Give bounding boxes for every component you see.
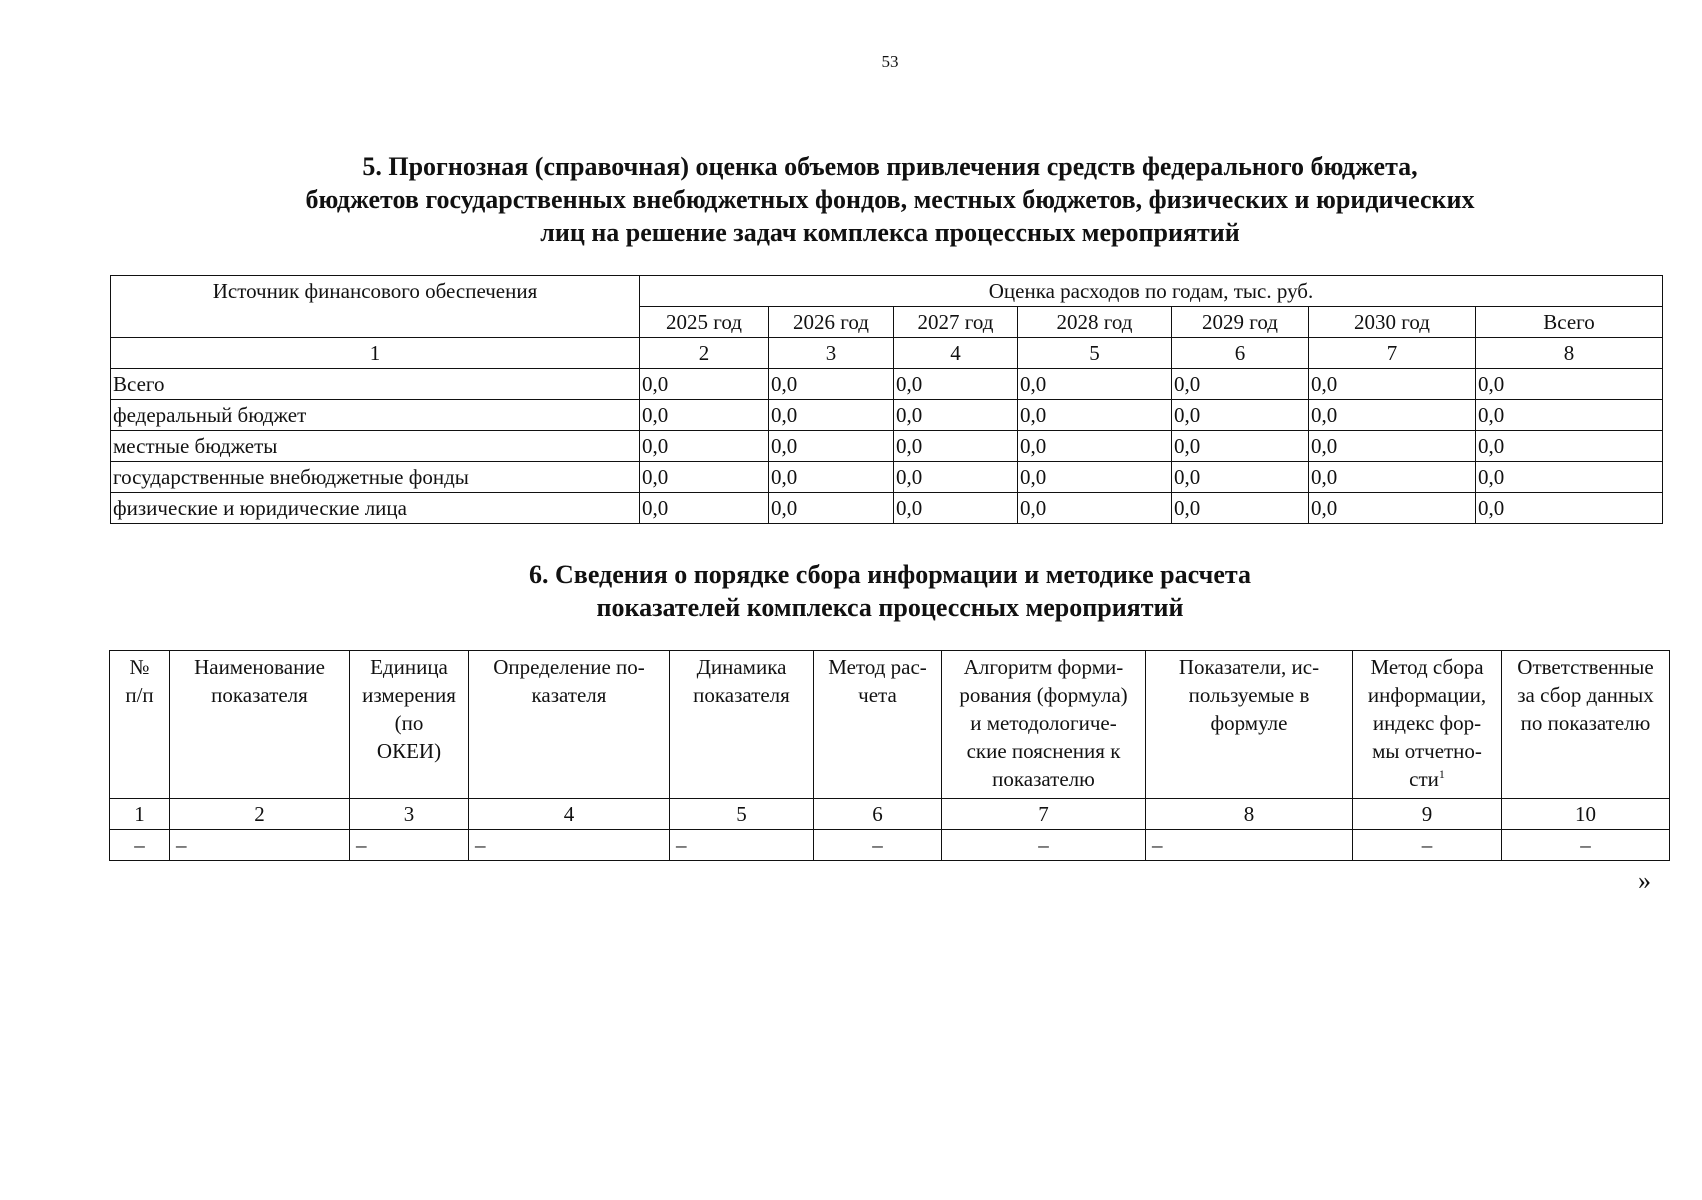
cell-value: 0,0 xyxy=(1172,431,1309,462)
header-formula-indicators xyxy=(1146,651,1353,799)
header-line: за сбор данных xyxy=(1517,683,1654,707)
header-number xyxy=(110,651,170,799)
header-calculation-method xyxy=(814,651,942,799)
header-line: Определение по- xyxy=(493,655,645,679)
header-estimate: Оценка расходов по годам, тыс. руб. xyxy=(640,276,1663,307)
header-line: ские пояснения к xyxy=(966,739,1121,763)
header-line: Метод рас- xyxy=(828,655,927,679)
header-year: 2030 год xyxy=(1309,307,1476,338)
header-year: 2029 год xyxy=(1172,307,1309,338)
row-label: физические и юридические лица xyxy=(111,493,640,524)
header-source: Источник финансового обеспечения xyxy=(111,276,640,338)
header-line: Наименование xyxy=(194,655,325,679)
cell-value: – xyxy=(170,830,350,861)
cell-value: – xyxy=(469,830,670,861)
column-number: 2 xyxy=(170,799,350,830)
header-responsible xyxy=(1502,651,1670,799)
indicator-methodology-table xyxy=(109,650,1670,861)
header-line: и методологиче- xyxy=(970,711,1117,735)
cell-value: – xyxy=(814,830,942,861)
cell-value: 0,0 xyxy=(1172,493,1309,524)
cell-value: 0,0 xyxy=(1309,400,1476,431)
cell-value: 0,0 xyxy=(1018,462,1172,493)
cell-value: 0,0 xyxy=(769,493,894,524)
column-number: 8 xyxy=(1146,799,1353,830)
table-row xyxy=(111,493,1663,524)
cell-value: 0,0 xyxy=(1476,431,1663,462)
header-line: показателя xyxy=(693,683,790,707)
cell-value: 0,0 xyxy=(1172,400,1309,431)
cell-value: 0,0 xyxy=(1018,400,1172,431)
row-label: государственные внебюджетные фонды xyxy=(111,462,640,493)
section-6-title-line: 6. Сведения о порядке сбора информации и методике расчета xyxy=(529,560,1251,589)
cell-value: 0,0 xyxy=(640,493,769,524)
header-year: 2026 год xyxy=(769,307,894,338)
header-dynamics xyxy=(670,651,814,799)
header-line: показателю xyxy=(992,767,1095,791)
header-line: пользуемые в xyxy=(1188,683,1310,707)
table-row xyxy=(111,431,1663,462)
cell-value: 0,0 xyxy=(1172,462,1309,493)
header-line: показателя xyxy=(211,683,308,707)
column-number: 5 xyxy=(1018,338,1172,369)
column-number: 10 xyxy=(1502,799,1670,830)
footnote-mark: 1 xyxy=(1438,767,1445,781)
cell-value: 0,0 xyxy=(1309,369,1476,400)
header-line-text: сти xyxy=(1409,767,1439,791)
table-row xyxy=(111,369,1663,400)
header-unit xyxy=(350,651,469,799)
header-line: Метод сбора xyxy=(1370,655,1484,679)
header-line: информации, xyxy=(1367,683,1487,707)
financing-table xyxy=(110,275,1663,524)
cell-value: 0,0 xyxy=(640,400,769,431)
cell-value: 0,0 xyxy=(1476,493,1663,524)
cell-value: – xyxy=(670,830,814,861)
cell-value: 0,0 xyxy=(769,462,894,493)
row-label: Всего xyxy=(111,369,640,400)
cell-value: – xyxy=(350,830,469,861)
section-5-title-line: лиц на решение задач комплекса процессных мероприятий xyxy=(540,218,1240,247)
column-number: 3 xyxy=(769,338,894,369)
header-definition xyxy=(469,651,670,799)
cell-value: 0,0 xyxy=(1018,431,1172,462)
cell-value: 0,0 xyxy=(1476,462,1663,493)
cell-value: – xyxy=(1502,830,1670,861)
cell-value: 0,0 xyxy=(769,431,894,462)
header-line: формуле xyxy=(1210,711,1288,735)
cell-value: 0,0 xyxy=(894,493,1018,524)
cell-value: 0,0 xyxy=(1309,493,1476,524)
column-number: 4 xyxy=(469,799,670,830)
header-line: индекс фор- xyxy=(1372,711,1482,735)
closing-quote: » xyxy=(1638,866,1651,895)
header-line: (по xyxy=(394,711,424,735)
header-line: мы отчетно- xyxy=(1372,739,1482,763)
section-5-title-line: 5. Прогнозная (справочная) оценка объемов привлечения средств федерального бюджета, xyxy=(362,152,1418,181)
cell-value: 0,0 xyxy=(1309,431,1476,462)
column-number: 2 xyxy=(640,338,769,369)
cell-value: 0,0 xyxy=(894,369,1018,400)
header-line: № xyxy=(129,655,150,679)
column-number: 8 xyxy=(1476,338,1663,369)
header-indicator-name xyxy=(170,651,350,799)
cell-value: 0,0 xyxy=(640,462,769,493)
section-6-title xyxy=(0,558,1702,624)
header-line: Единица xyxy=(370,655,448,679)
cell-value: 0,0 xyxy=(894,462,1018,493)
cell-value: 0,0 xyxy=(1018,493,1172,524)
row-label: местные бюджеты xyxy=(111,431,640,462)
cell-value: 0,0 xyxy=(894,431,1018,462)
table-row xyxy=(111,400,1663,431)
cell-value: – xyxy=(1353,830,1502,861)
header-line: измерения xyxy=(362,683,456,707)
header-line: казателя xyxy=(531,683,607,707)
column-number: 7 xyxy=(942,799,1146,830)
row-label: федеральный бюджет xyxy=(111,400,640,431)
header-year: 2027 год xyxy=(894,307,1018,338)
cell-value: – xyxy=(1146,830,1353,861)
header-line: Алгоритм форми- xyxy=(963,655,1124,679)
column-number: 6 xyxy=(1172,338,1309,369)
cell-value: 0,0 xyxy=(640,431,769,462)
cell-value: 0,0 xyxy=(1309,462,1476,493)
header-algorithm xyxy=(942,651,1146,799)
cell-value: 0,0 xyxy=(1018,369,1172,400)
cell-value: – xyxy=(110,830,170,861)
column-number: 4 xyxy=(894,338,1018,369)
header-year: 2025 год xyxy=(640,307,769,338)
header-line: чета xyxy=(858,683,897,707)
page-number: 53 xyxy=(881,52,899,71)
column-number: 1 xyxy=(110,799,170,830)
header-line: п/п xyxy=(125,683,154,707)
column-number: 9 xyxy=(1353,799,1502,830)
cell-value: 0,0 xyxy=(1476,400,1663,431)
header-line: Динамика xyxy=(696,655,787,679)
cell-value: 0,0 xyxy=(1476,369,1663,400)
section-5-title-line: бюджетов государственных внебюджетных фондов, местных бюджетов, физических и юридических xyxy=(305,185,1475,214)
header-line: рования (формула) xyxy=(959,683,1128,707)
column-number: 6 xyxy=(814,799,942,830)
cell-value: 0,0 xyxy=(1172,369,1309,400)
header-line xyxy=(1353,765,1501,793)
column-number: 5 xyxy=(670,799,814,830)
header-line: Ответственные xyxy=(1517,655,1654,679)
header-line: Показатели, ис- xyxy=(1178,655,1320,679)
header-year: 2028 год xyxy=(1018,307,1172,338)
cell-value: 0,0 xyxy=(769,400,894,431)
table-row xyxy=(111,462,1663,493)
header-line: по показателю xyxy=(1520,711,1651,735)
column-number: 7 xyxy=(1309,338,1476,369)
cell-value: 0,0 xyxy=(640,369,769,400)
header-total: Всего xyxy=(1476,307,1663,338)
cell-value: 0,0 xyxy=(894,400,1018,431)
header-collection-method xyxy=(1353,651,1502,799)
cell-value: 0,0 xyxy=(769,369,894,400)
column-number: 3 xyxy=(350,799,469,830)
header-line: ОКЕИ) xyxy=(376,739,442,763)
section-5-title xyxy=(0,150,1702,249)
cell-value: – xyxy=(942,830,1146,861)
column-number: 1 xyxy=(111,338,640,369)
section-6-title-line: показателей комплекса процессных мероприятий xyxy=(596,593,1184,622)
table-row xyxy=(110,830,1670,861)
